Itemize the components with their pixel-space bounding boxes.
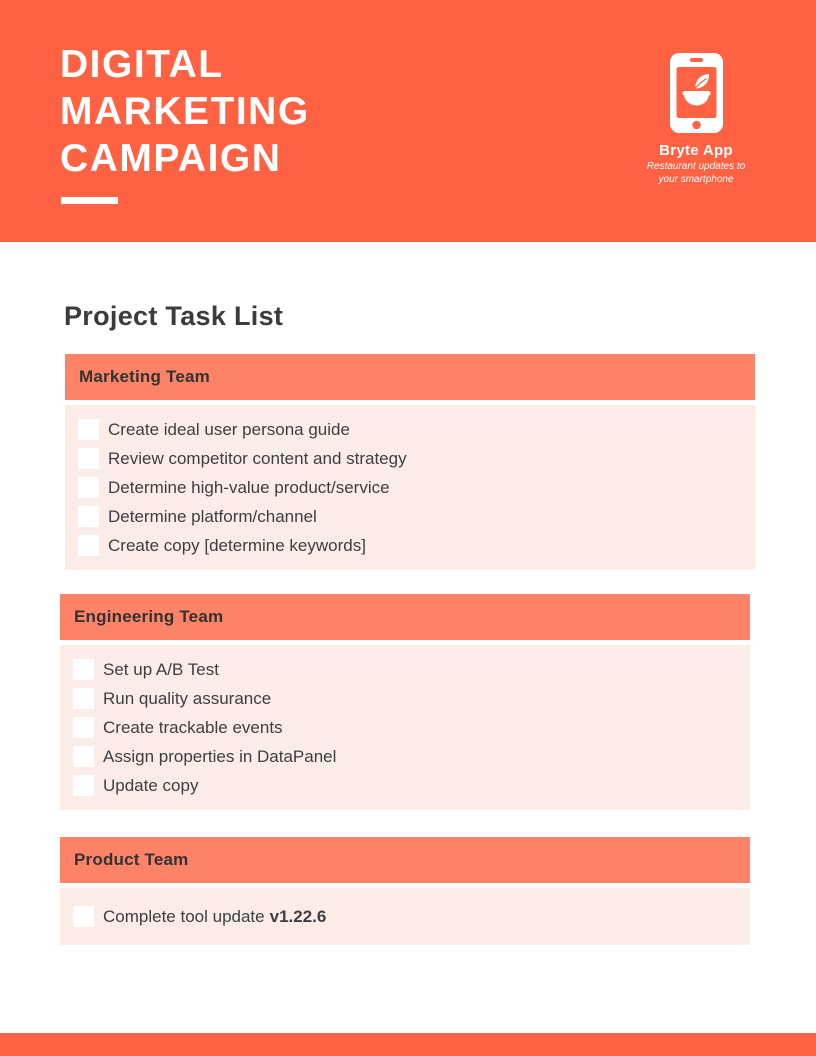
task-checkbox[interactable] <box>73 659 94 680</box>
task-row <box>60 655 750 684</box>
task-row <box>65 473 755 502</box>
page-footer-bar <box>0 1033 816 1056</box>
task-row <box>60 902 750 931</box>
task-label: Determine high-value product/service <box>108 477 390 497</box>
task-checkbox[interactable] <box>78 477 99 498</box>
section-engineering-team <box>60 594 750 810</box>
task-label: Create trackable events <box>103 717 283 737</box>
task-label: Create copy [determine keywords] <box>108 535 366 555</box>
brand-tagline: Restaurant updates to your smartphone <box>646 161 746 185</box>
section-title: Marketing Team <box>79 367 210 386</box>
page-header <box>0 0 816 242</box>
task-checkbox[interactable] <box>73 688 94 709</box>
task-panel-marketing <box>65 405 755 570</box>
brand-name: Bryte App <box>659 142 733 159</box>
task-label: Create ideal user persona guide <box>108 419 350 439</box>
task-label: Run quality assurance <box>103 688 272 708</box>
task-checkbox[interactable] <box>78 419 99 440</box>
brand-logo <box>632 53 760 186</box>
task-label: Review competitor content and strategy <box>108 448 407 468</box>
task-checkbox[interactable] <box>73 906 94 927</box>
section-header-marketing <box>65 354 755 400</box>
task-row <box>60 713 750 742</box>
task-panel-product <box>60 888 750 945</box>
task-panel-engineering <box>60 645 750 810</box>
task-checkbox[interactable] <box>73 717 94 738</box>
task-row <box>65 531 755 560</box>
task-label: Determine platform/channel <box>108 506 317 526</box>
task-checkbox[interactable] <box>78 448 99 469</box>
page-title-line: CAMPAIGN <box>60 137 282 180</box>
task-row <box>60 684 750 713</box>
section-header-product <box>60 837 750 883</box>
task-row <box>65 415 755 444</box>
task-label: Complete tool update <box>103 906 265 926</box>
task-checkbox[interactable] <box>78 506 99 527</box>
task-checkbox[interactable] <box>73 775 94 796</box>
section-product-team <box>60 837 750 945</box>
title-underline <box>61 197 118 204</box>
section-header-engineering <box>60 594 750 640</box>
page-title-line: DIGITAL <box>60 43 224 86</box>
section-marketing-team <box>65 354 755 570</box>
section-title: Product Team <box>74 850 189 869</box>
task-row <box>60 742 750 771</box>
task-checkbox[interactable] <box>73 746 94 767</box>
task-label: Set up A/B Test <box>103 659 219 679</box>
task-label-version: v1.22.6 <box>269 906 327 926</box>
page-heading: Project Task List <box>64 301 284 331</box>
smartphone-icon <box>670 53 723 133</box>
page-title-line: MARKETING <box>60 90 310 133</box>
task-row <box>65 444 755 473</box>
task-label: Update copy <box>103 775 199 795</box>
task-row <box>60 771 750 800</box>
task-checkbox[interactable] <box>78 535 99 556</box>
task-row <box>65 502 755 531</box>
section-title: Engineering Team <box>74 607 224 626</box>
page-title <box>60 41 310 182</box>
task-label: Assign properties in DataPanel <box>103 746 337 766</box>
